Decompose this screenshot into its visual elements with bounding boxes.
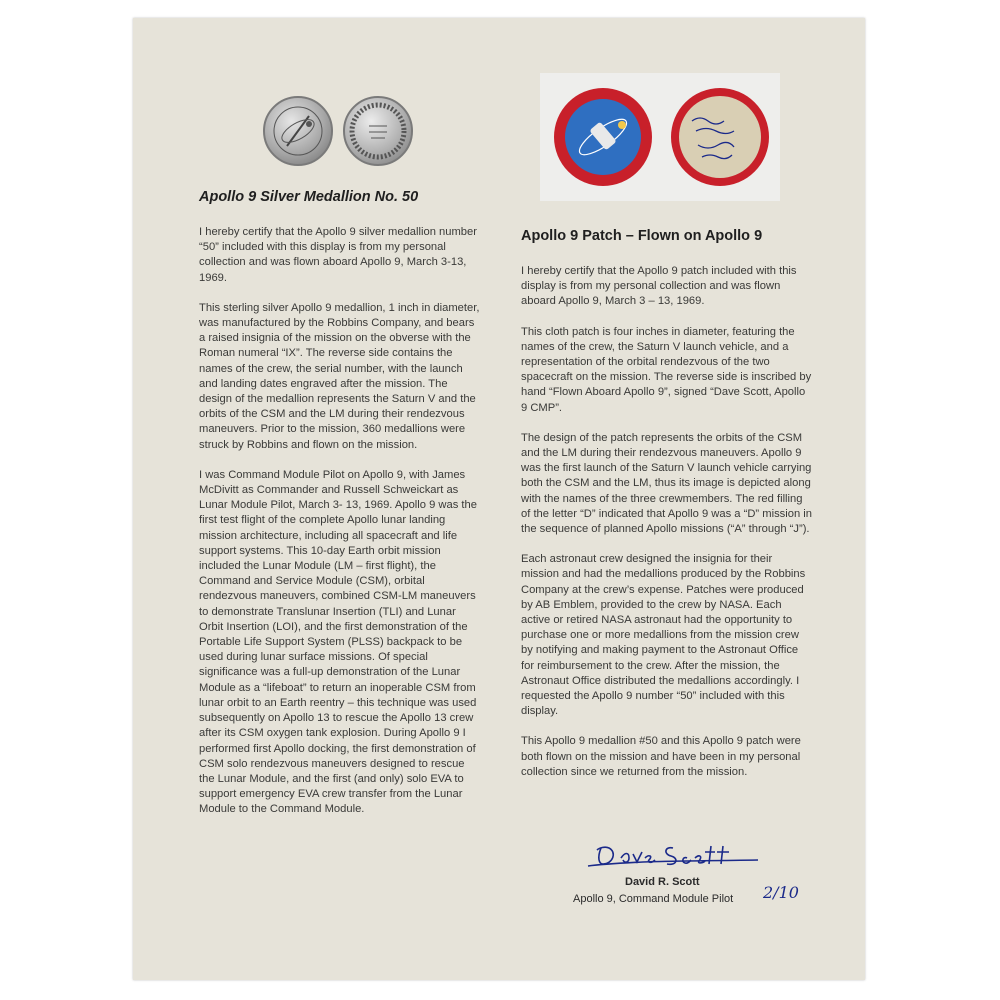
patch-paragraph: I hereby certify that the Apollo 9 patch included with this display is from my personal collection and was flown aboard Apollo 9, March 3 – 13, 1969. [521, 265, 797, 308]
patch-paragraph: Each astronaut crew designed the insignia for their mission and had the medallions produced by the Robbins Company at the crew’s expense. Patches were produced by AB Emblem, provided to the crew by NASA. Each active or retired NASA astronaut had the opportunity to purchase one or more medallions from the mission crew by notifying and making payment to the Astronaut Office for reimbursement to the crew. After the mission, the Astronaut Office distributed the medallions accordingly. I requested the Apollo 9 number “50” included with this display. [521, 553, 806, 718]
patch-paragraph: This cloth patch is four inches in diameter, featuring the names of the crew, the Saturn V launch vehicle, and a representation of the orbital rendezvous of the two spacecraft on the mission. The reverse side is inscribed by hand “Flown Aboard Apollo 9”, signed “Dave Scott, Apollo 9 CMP”. [521, 325, 812, 414]
signatory-name: David R. Scott [625, 876, 700, 888]
patch-photo [540, 73, 780, 201]
medallion-title: Apollo 9 Silver Medallion No. 50 [199, 189, 419, 205]
patch-paragraph: The design of the patch represents the orbits of the CSM and the LM during their rendezvous maneuvers. Apollo 9 was the first launch of the Saturn V launch vehicle carrying both the CSM and the LM, thus its image is depicted along with the names of the three crewmembers. The red filling of the letter “D” indicated that Apollo 9 was a “D” mission in the sequence of planned Apollo missions (“A” through “J”). [521, 431, 813, 536]
medallion-obverse-image [263, 96, 333, 166]
medallion-paragraph: I hereby certify that the Apollo 9 silver medallion number “50” included with this display is from my personal collection and was flown aboard Apollo 9, March 3-13, 1969. [199, 226, 477, 284]
edition-number: 2/10 [763, 883, 799, 902]
handwritten-signature [583, 836, 763, 876]
medallion-text [199, 225, 481, 833]
patch-text [521, 264, 813, 795]
patch-title: Apollo 9 Patch – Flown on Apollo 9 [521, 228, 763, 244]
medallion-paragraph: This sterling silver Apollo 9 medallion, 1 inch in diameter, was manufactured by the Robbins Company, and bears a raised insignia of the mission on the obverse with the Roman numeral “IX”. The reverse side contains the names of the crew, the serial number, with the launch and landing dates engraved after the mission. The design of the medallion represents the Saturn V and the orbits of the CSM and the LM during their rendezvous maneuvers. Prior to the mission, 360 medallions were struck by Robbins and flown on the mission. [199, 301, 480, 451]
signatory-role: Apollo 9, Command Module Pilot [573, 893, 734, 905]
medallion-reverse-image [343, 96, 413, 166]
patch-paragraph: This Apollo 9 medallion #50 and this Apollo 9 patch were both flown on the mission and have been in my personal collection since we returned from the mission. [521, 735, 801, 778]
medallion-paragraph: I was Command Module Pilot on Apollo 9, with James McDivitt as Commander and Russell Schweickart as Lunar Module Pilot, March 3- 13, 1969. Apollo 9 was the first test flight of the complete Apollo lunar landing mission architecture, including all spacecraft and life support systems. This 10-day Earth orbit mission included the Lunar Module (LM – first flight), the Command and Service Module (CSM), orbital rendezvous maneuvers, combined CSM-LM maneuvers to demonstrate Translunar Insertion (TLI) and Lunar Orbit Insertion (LOI), and the first demonstration of the Portable Life Support System (PLSS) backpack to be used during lunar surface missions. Of special significance was a full-up demonstration of the Lunar Module as a “lifeboat” to return an inoperable CSM from lunar orbit to an Earth reentry – this technique was used subsequently on Apollo 13 to rescue the Apollo 13 crew after its CSM oxygen tank explosion. During Apollo 9 I performed first Apollo docking, the first demonstration of CSM solo rendezvous maneuvers designed to rescue the Lunar Module, and the first (and only) solo EVA to support emergency EVA crew transfer from the Lunar Module to the Command Module. [199, 468, 477, 816]
certificate-sheet [133, 18, 865, 980]
